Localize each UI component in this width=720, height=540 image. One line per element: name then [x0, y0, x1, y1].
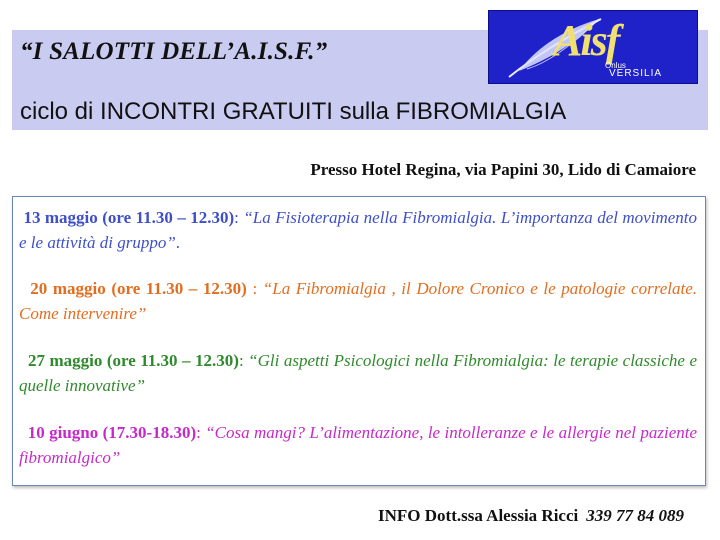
logo-text: Aisf — [553, 16, 619, 65]
event-item — [19, 348, 697, 398]
page-subtitle: ciclo di INCONTRI GRATUITI sulla FIBROMIALGIA — [20, 98, 567, 125]
event-title: “La Fibromialgia , il Dolore Cronico e le patologie correlate. Come intervenire” — [19, 279, 697, 323]
event-title: “Cosa mangi? L’alimentazione, le intolleranze e le allergie nel paziente fibromialgico” — [19, 423, 698, 467]
event-item — [19, 276, 697, 326]
event-item — [19, 205, 697, 255]
venue-address: Presso Hotel Regina, via Papini 30, Lido di Camaiore — [310, 160, 696, 179]
logo-onlus: Onlus — [605, 61, 626, 70]
page-title: “I SALOTTI DELL’A.I.S.F.” — [20, 38, 328, 65]
event-separator: : — [196, 423, 206, 442]
event-date: 27 maggio (ore 11.30 – 12.30) — [27, 351, 239, 370]
event-tail: . — [175, 233, 181, 252]
logo-region: VERSILIA — [609, 68, 663, 79]
event-title: “La Fisioterapia nella Fibromialgia. L’importanza del movimento e le attività di gruppo” — [19, 208, 697, 252]
aisf-logo — [488, 10, 698, 84]
event-date: 13 maggio (ore 11.30 – 12.30) — [23, 208, 235, 227]
event-date: 10 giugno (17.30-18.30) — [27, 423, 197, 442]
event-separator: : — [246, 279, 263, 298]
event-item — [19, 420, 697, 470]
info-phone: 339 77 84 089 — [586, 506, 684, 525]
event-separator: : — [234, 208, 244, 227]
info-label: INFO Dott.ssa Alessia Ricci — [378, 506, 579, 525]
info-contact — [378, 506, 684, 526]
event-title: “Gli aspetti Psicologici nella Fibromialgia: le terapie classiche e quelle innovative” — [19, 351, 698, 395]
event-date: 20 maggio (ore 11.30 – 12.30) — [30, 279, 247, 298]
event-separator: : — [238, 351, 249, 370]
